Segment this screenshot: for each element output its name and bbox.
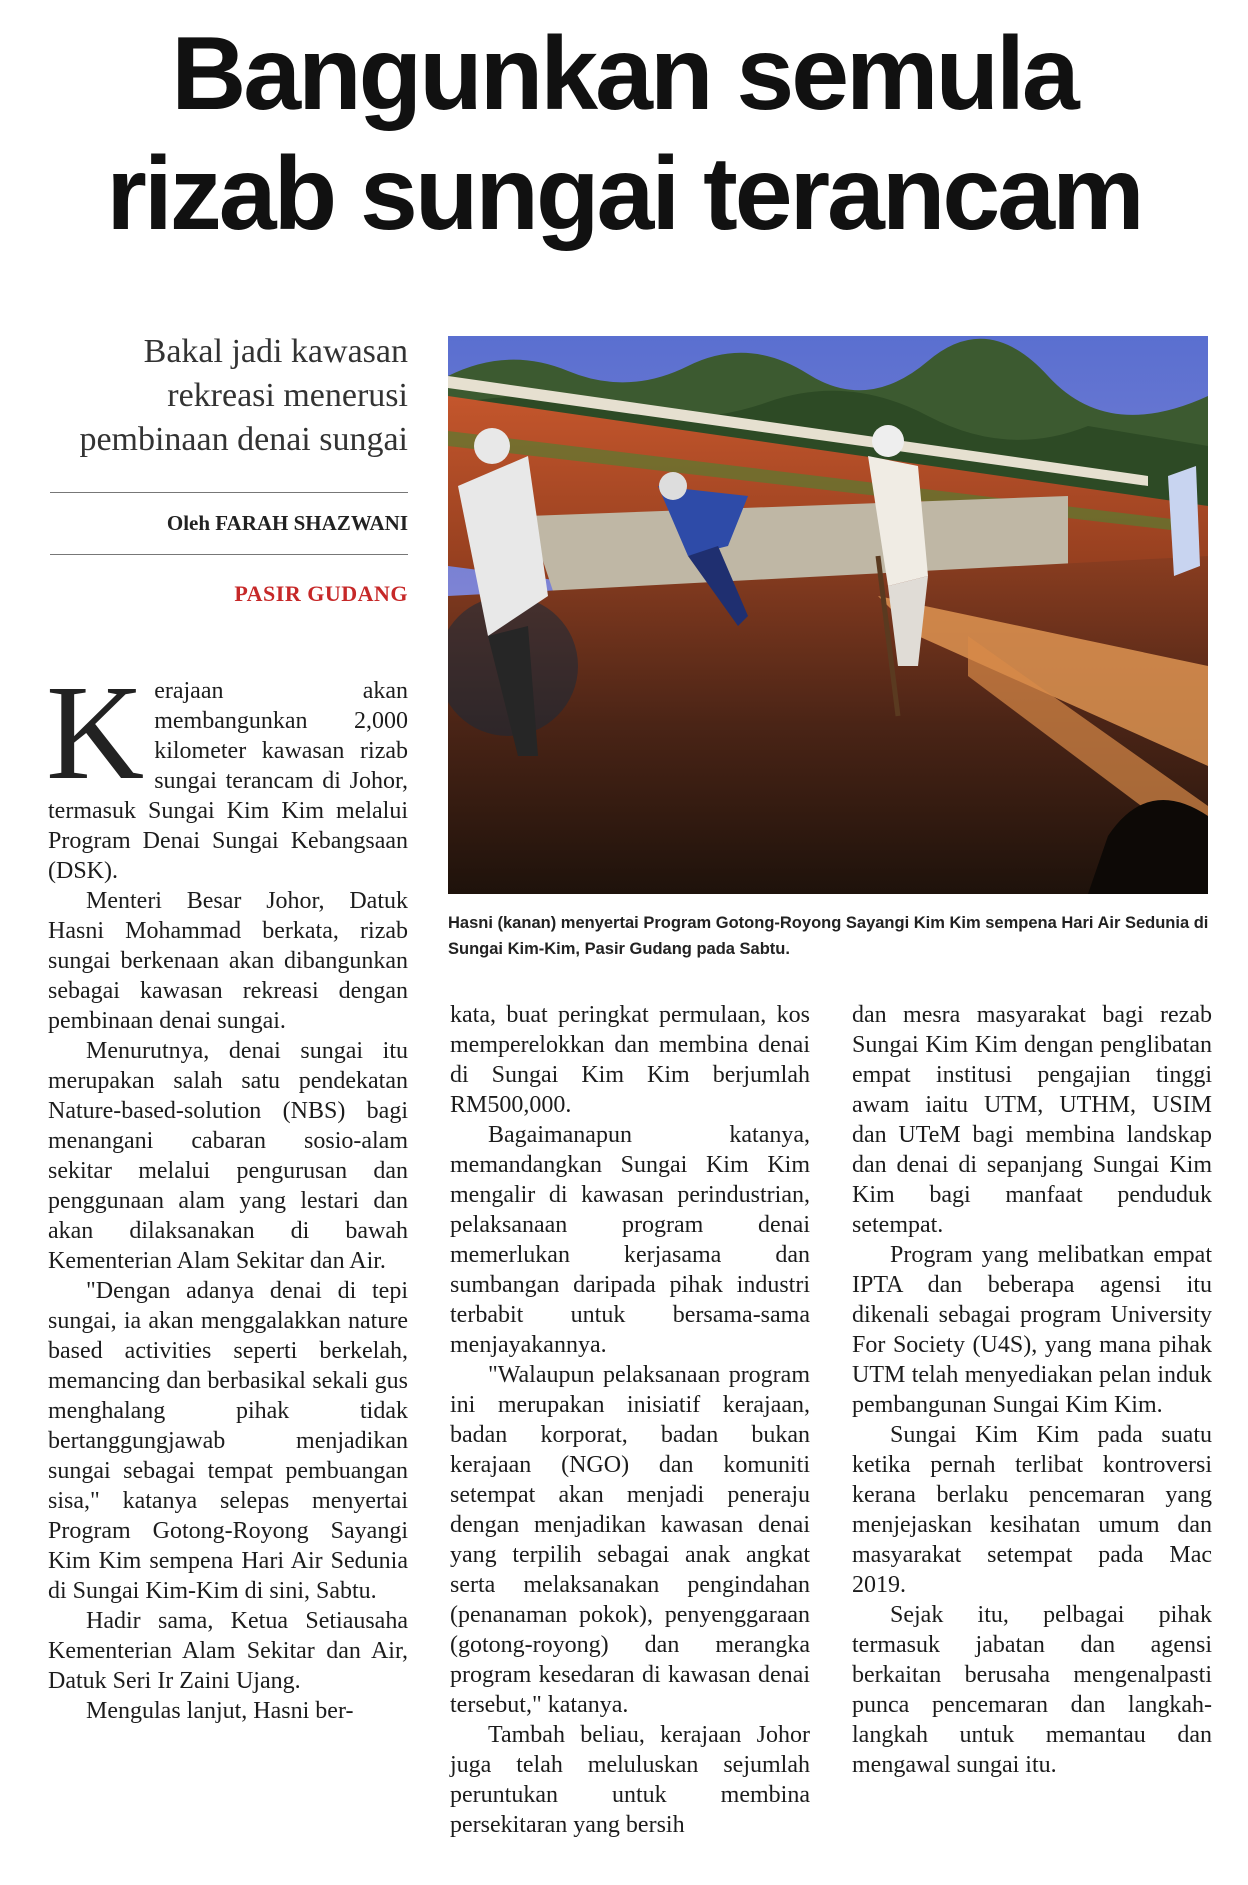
paragraph: dan mesra masyarakat bagi rezab Sungai Kim Kim dengan penglibatan empat institusi pengajian tinggi awam iaitu UTM, UTHM, USIM dan UTeM bagi membina landskap dan denai di sepanjang Sungai Kim Kim bagi manfaat penduduk setempat. [852,1002,1212,1238]
lead-text: erajaan akan membangunkan 2,000 kilometer kawasan rizab sungai terancam di Johor, termasuk Sungai Kim Kim melalui Program Denai Sungai Kebangsaan (DSK). [48,678,408,884]
article-column-1 [46,658,408,1726]
deck-subheadline [44,330,408,462]
dateline: PASIR GUDANG [234,581,408,606]
headline-line-2: rizab sungai terancam [106,136,1142,252]
paragraph: Mengulas lanjut, Hasni ber- [86,1698,354,1724]
paragraph: "Dengan adanya denai di tepi sungai, ia akan menggalakkan nature based activities seperti berkelah, memancing dan berbasikal sekali gus menghalang pihak tidak bertanggungjawab menjadikan sungai sebagai tempat pembuangan sisa," katanya selepas menyertai Program Gotong-Royong Sayangi Kim Kim sempena Hari Air Sedunia di Sungai Kim-Kim di sini, Sabtu. [48,1278,408,1604]
drop-cap: K [46,658,145,808]
paragraph: "Walaupun pelaksanaan program ini merupakan inisiatif kerajaan, badan korporat, badan bukan kerajaan (NGO) dan komuniti setempat akan menjadi peneraju dengan menjadikan kawasan denai yang terpilih sebagai anak angkat serta melaksanakan pengindahan (penanaman pokok), penyenggaraan (gotong-royong) dan merangka program kesedaran di kawasan denai tersebut," katanya. [450,1362,810,1718]
divider-rule [50,492,408,493]
headline [40,14,1208,254]
paragraph: Program yang melibatkan empat IPTA dan beberapa agensi itu dikenali sebagai program University For Society (U4S), yang mana pihak UTM telah menyediakan pelan induk pembangunan Sungai Kim Kim. [852,1242,1212,1418]
paragraph: Hadir sama, Ketua Setiausaha Kementerian Alam Sekitar dan Air, Datuk Seri Ir Zaini Ujang. [48,1608,408,1694]
paragraph: Bagaimanapun katanya, memandangkan Sungai Kim Kim mengalir di kawasan perindustrian, pelaksanaan program denai memerlukan kerjasama dan sumbangan daripada pihak industri terbabit untuk bersama-sama menjayakannya. [450,1122,810,1358]
deck-line-1: Bakal jadi kawasan [143,333,408,370]
paragraph: Menteri Besar Johor, Datuk Hasni Mohammad berkata, rizab sungai berkenaan akan dibangunkan sebagai kawasan rekreasi dengan pembinaan denai sungai. [48,888,408,1034]
lead-paragraph [46,658,408,886]
news-photo [448,336,1208,894]
paragraph: kata, buat peringkat permulaan, kos memperelokkan dan membina denai di Sungai Kim Kim berjumlah RM500,000. [450,1002,810,1118]
paragraph: Menurutnya, denai sungai itu merupakan salah satu pendekatan Nature-based-solution (NBS) bagi menangani cabaran sosio-alam sekitar melalui pengurusan dan penggunaan alam yang lestari dan akan dilaksanakan di bawah Kementerian Alam Sekitar dan Air. [48,1038,408,1274]
divider-rule [50,554,408,555]
deck-line-2: rekreasi menerusi [167,377,408,414]
paragraph: Sejak itu, pelbagai pihak termasuk jabatan dan agensi berkaitan berusaha mengenalpasti punca pencemaran dan langkah-langkah untuk memantau dan mengawal sungai itu. [852,1602,1212,1778]
paragraph: Sungai Kim Kim pada suatu ketika pernah terlibat kontroversi kerana berlaku pencemaran yang menjejaskan kesihatan umum dan masyarakat setempat pada Mac 2019. [852,1422,1212,1598]
byline: Oleh FARAH SHAZWANI [166,511,408,535]
deck-line-3: pembinaan denai sungai [79,421,408,458]
article-column-3 [852,1000,1212,1780]
article-column-2 [450,1000,810,1840]
headline-line-1: Bangunkan semula [171,16,1077,132]
paragraph: Tambah beliau, kerajaan Johor juga telah meluluskan sejumlah peruntukan untuk membina persekitaran yang bersih [450,1722,810,1838]
photo-caption: Hasni (kanan) menyertai Program Gotong-Royong Sayangi Kim Kim sempena Hari Air Sedunia di Sungai Kim-Kim, Pasir Gudang pada Sabtu. [448,914,1209,958]
